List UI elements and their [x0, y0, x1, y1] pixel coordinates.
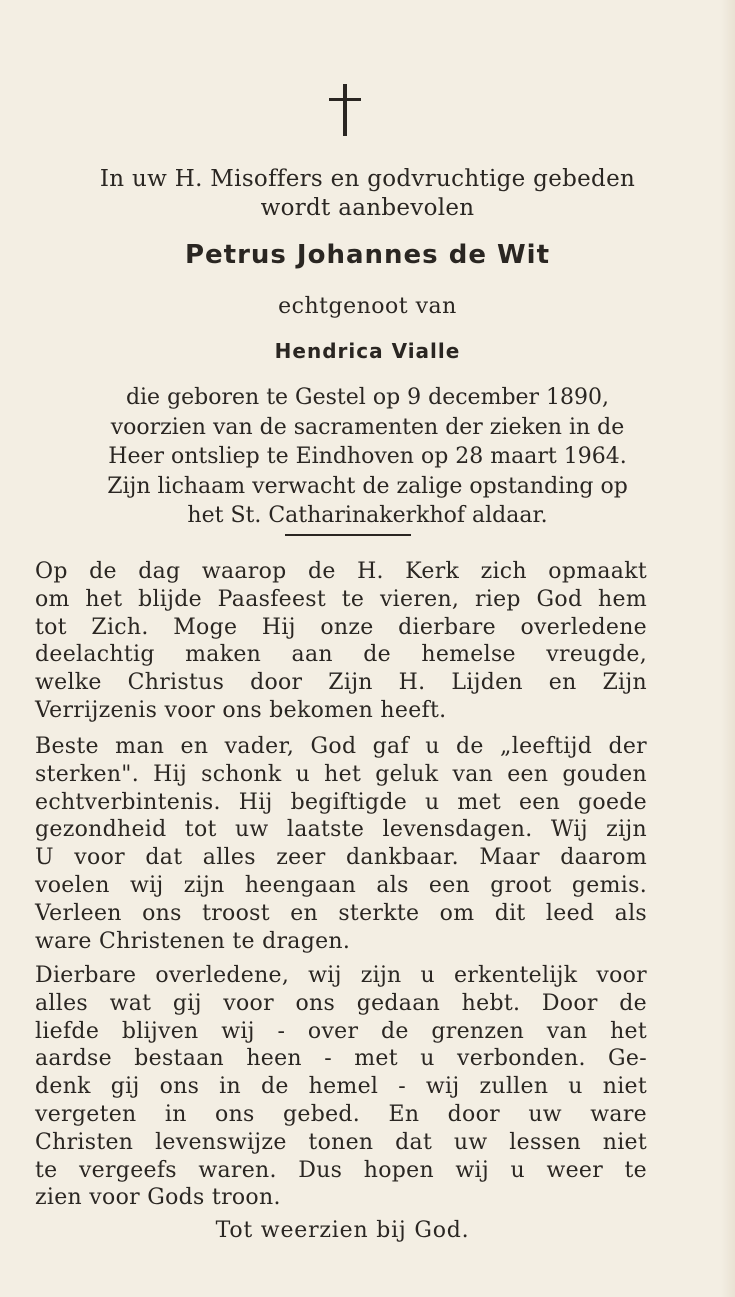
paragraph-line: Op de dag waarop de H. Kerk zich opmaakt: [35, 559, 647, 584]
bio-line: voorzien van de sacramenten der zieken in de: [110, 414, 625, 440]
spouse-name: Hendrica Vialle: [274, 339, 461, 363]
bio-line: Heer ontsliep te Eindhoven op 28 maart 1964.: [108, 444, 627, 469]
paragraph-line: Verrijzenis voor ons bekomen heeft.: [35, 697, 447, 723]
card-edge-shadow: [721, 0, 735, 1297]
intro-text: [20, 165, 715, 223]
paragraph-line: gezondheid tot uw laatste levensdagen. Wij zijn: [35, 817, 647, 843]
paragraph-line: U voor dat alles zeer dankbaar. Maar daarom: [35, 845, 647, 871]
paragraph-line: te vergeefs waren. Dus hopen wij u weer te: [35, 1157, 647, 1183]
paragraph-line: echtverbintenis. Hij begiftigde u met een goede: [35, 789, 647, 815]
paragraph-husband-father: [35, 733, 647, 955]
spouse-label: echtgenoot van: [278, 294, 457, 319]
cross-icon: [327, 84, 363, 136]
divider: [285, 534, 411, 536]
paragraph-line: Beste man en vader, God gaf u de „leeftijd der: [35, 734, 647, 759]
paragraph-line: Christen levenswijze tonen dat uw lessen niet: [35, 1129, 647, 1155]
bio-line: Zijn lichaam verwacht de zalige opstanding op: [107, 473, 628, 499]
paragraph-line: liefde blijven wij - over de grenzen van het: [35, 1018, 647, 1044]
bio-line: het St. Catharinakerkhof aldaar.: [187, 503, 548, 528]
paragraph-line: aardse bestaan heen - met u verbonden. Ge-: [35, 1046, 647, 1072]
closing-line: Tot weerzien bij God.: [215, 1218, 470, 1243]
paragraph-line: zien voor Gods troon.: [35, 1185, 281, 1211]
deceased-name: Petrus Johannes de Wit: [184, 240, 551, 270]
paragraph-easter: [35, 558, 647, 725]
paragraph-line: denk gij ons in de hemel - wij zullen u niet: [35, 1074, 647, 1100]
paragraph-line: Dierbare overledene, wij zijn u erkentelijk voor: [35, 963, 647, 988]
paragraph-line: Verleen ons troost en sterkte om dit leed als: [35, 900, 647, 926]
paragraph-line: deelachtig maken aan de hemelse vreugde,: [35, 642, 647, 668]
paragraph-line: alles wat gij voor ons gedaan hebt. Door de: [35, 990, 647, 1016]
paragraph-line: voelen wij zijn heengaan als een groot gemis.: [35, 872, 647, 898]
intro-line-1: In uw H. Misoffers en godvruchtige gebeden: [99, 166, 636, 192]
paragraph-line: ware Christenen te dragen.: [35, 928, 351, 954]
paragraph-line: welke Christus door Zijn H. Lijden en Zijn: [35, 670, 647, 696]
paragraph-line: vergeten in ons gebed. En door uw ware: [35, 1101, 647, 1127]
intro-line-2: wordt aanbevolen: [260, 195, 475, 221]
paragraph-farewell: [35, 962, 647, 1212]
paragraph-line: sterken". Hij schonk u het geluk van een gouden: [35, 761, 647, 787]
paragraph-line: tot Zich. Moge Hij onze dierbare overledene: [35, 614, 647, 640]
bio-line: die geboren te Gestel op 9 december 1890,: [125, 385, 610, 410]
paragraph-line: om het blijde Paasfeest te vieren, riep God hem: [35, 586, 647, 612]
biography: [20, 383, 715, 531]
